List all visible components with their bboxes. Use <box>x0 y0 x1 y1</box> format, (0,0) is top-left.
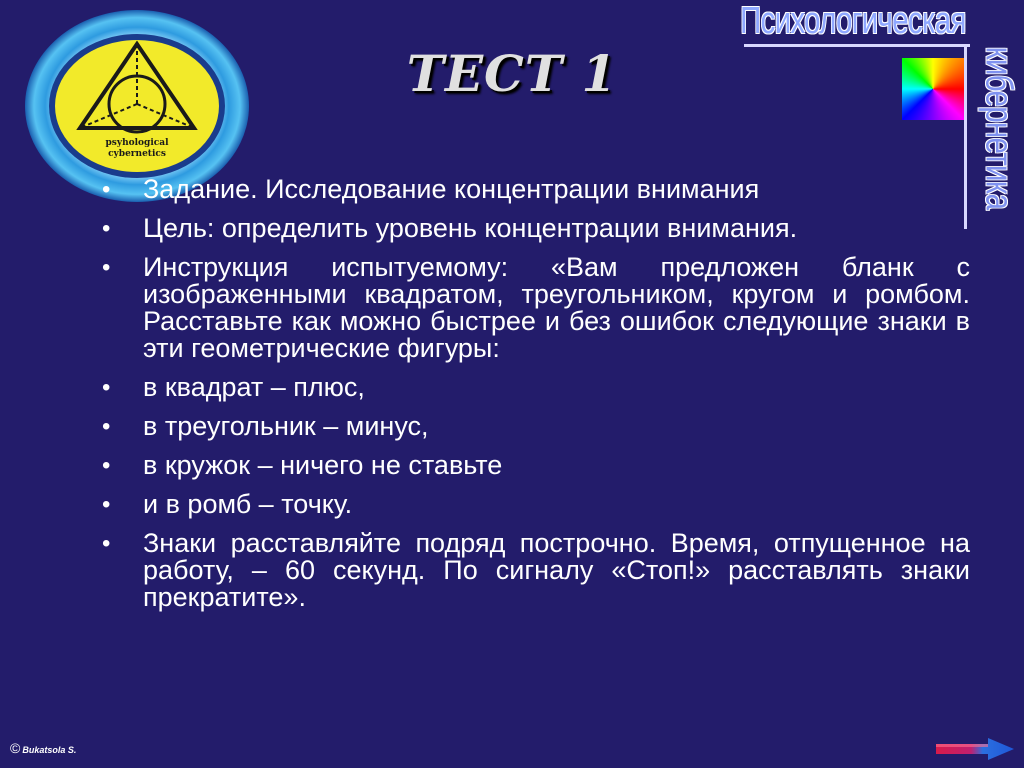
bullet-item <box>100 215 970 242</box>
bullet-text: Цель: определить уровень концентрации внимания. <box>143 213 798 243</box>
content-list <box>100 176 970 623</box>
bullet-item <box>100 413 970 440</box>
brand-divider-horizontal <box>744 44 970 47</box>
bullet-marker: • <box>102 215 111 242</box>
bullet-marker: • <box>102 452 111 479</box>
slide-title: ТЕСТ 1 <box>406 44 618 103</box>
bullet-marker: • <box>102 254 111 281</box>
color-spectrum-square <box>902 58 964 120</box>
logo-text-line1: psyhological <box>105 138 169 148</box>
bullet-item <box>100 452 970 479</box>
next-arrow-icon[interactable] <box>936 738 1014 760</box>
bullet-marker: • <box>102 491 111 518</box>
bullet-text: и в ромб – точку. <box>143 489 353 519</box>
bullet-text: Знаки расставляйте подряд построчно. Время, отпущенное на работу, – 60 секунд. По сигналу «Стоп!» расставлять знаки прекратите». <box>143 528 970 612</box>
bullet-item <box>100 374 970 401</box>
bullet-text: Инструкция испытуемому: «Вам предложен бланк с изображенными квадратом, треугольником, кругом и ромбом. Расставьте как можно быстрее и без ошибок следующие знаки в эти геометрические фигуры: <box>143 252 970 363</box>
brand-side-text: кибернетика <box>977 46 1020 210</box>
bullet-marker: • <box>102 413 111 440</box>
bullet-text: Задание. Исследование концентрации внимания <box>143 174 760 204</box>
bullet-item <box>100 176 970 203</box>
logo-text-line2: cybernetics <box>108 149 166 159</box>
bullet-text: в треугольник – минус, <box>143 411 429 441</box>
bullet-item <box>100 530 970 611</box>
bullet-marker: • <box>102 374 111 401</box>
copyright-author: Bukatsola S. <box>22 745 77 755</box>
bullet-marker: • <box>102 530 111 557</box>
bullet-text: в квадрат – плюс, <box>143 372 365 402</box>
copyright-symbol: © <box>10 740 21 756</box>
bullet-text: в кружок – ничего не ставьте <box>143 450 503 480</box>
bullet-marker: • <box>102 176 111 203</box>
copyright <box>10 740 76 756</box>
bullet-item <box>100 254 970 362</box>
brand-side <box>976 28 1020 228</box>
bullet-item <box>100 491 970 518</box>
bullet-list <box>100 176 970 611</box>
brand-top-text: Психологическая <box>740 0 966 42</box>
